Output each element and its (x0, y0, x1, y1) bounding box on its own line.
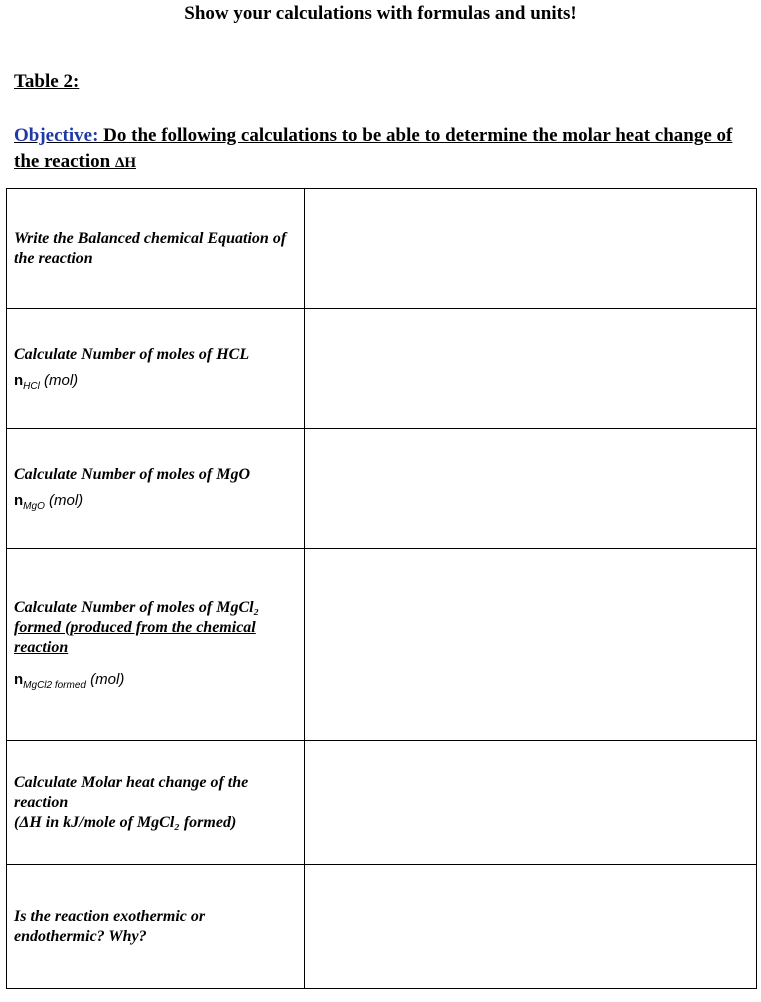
question-moles-mgo: Calculate Number of moles of MgO (14, 466, 250, 483)
row-label (7, 865, 305, 989)
row-label (7, 429, 305, 549)
question-moles-hcl: Calculate Number of moles of HCL (14, 346, 250, 363)
question-moles-mgcl2: Calculate Number of moles of MgCl₂ (14, 599, 260, 616)
table-row (7, 189, 757, 309)
answer-cell-moles-mgcl2[interactable] (305, 549, 757, 741)
table-row (7, 429, 757, 549)
page-heading: Show your calculations with formulas and units! (184, 3, 577, 24)
question-molar-heat-unit: (ΔH in kJ/mole of MgCl₂ formed) (14, 813, 237, 831)
unit-moles-mgo: $n_{MgO}$ (mol) (14, 492, 84, 512)
table-row (7, 741, 757, 865)
calculation-table (6, 188, 757, 989)
answer-cell-exothermic[interactable] (305, 865, 757, 989)
question-molar-heat: Calculate Molar heat change of the reaction (14, 773, 249, 811)
table-row (7, 309, 757, 429)
row-label (7, 189, 305, 309)
table-row (7, 865, 757, 989)
objective-lead: Objective: (14, 125, 99, 146)
row-label (7, 741, 305, 865)
question-exothermic: Is the reaction exothermic or endothermic? Why? (14, 907, 206, 945)
unit-moles-mgcl2: $n_{MgCl2 formed}$ (mol) (14, 671, 125, 691)
objective (14, 123, 749, 176)
objective-text: Do the following calculations to be able to determine the molar heat change of the reaction (14, 125, 733, 172)
unit-moles-hcl: $n_{HCl}$ (mol) (14, 372, 79, 392)
row-label (7, 309, 305, 429)
answer-cell-balanced-equation[interactable] (305, 189, 757, 309)
answer-cell-moles-mgo[interactable] (305, 429, 757, 549)
question-balanced-equation: Write the Balanced chemical Equation of the reaction (14, 229, 287, 267)
table-label: Table 2: (14, 71, 80, 92)
row-label (7, 549, 305, 741)
answer-cell-molar-heat[interactable] (305, 741, 757, 865)
objective-symbol: ΔH (114, 155, 137, 171)
answer-cell-moles-hcl[interactable] (305, 309, 757, 429)
question-moles-mgcl2-detail: formed (produced from the chemical reaction (14, 619, 256, 656)
table-row (7, 549, 757, 741)
